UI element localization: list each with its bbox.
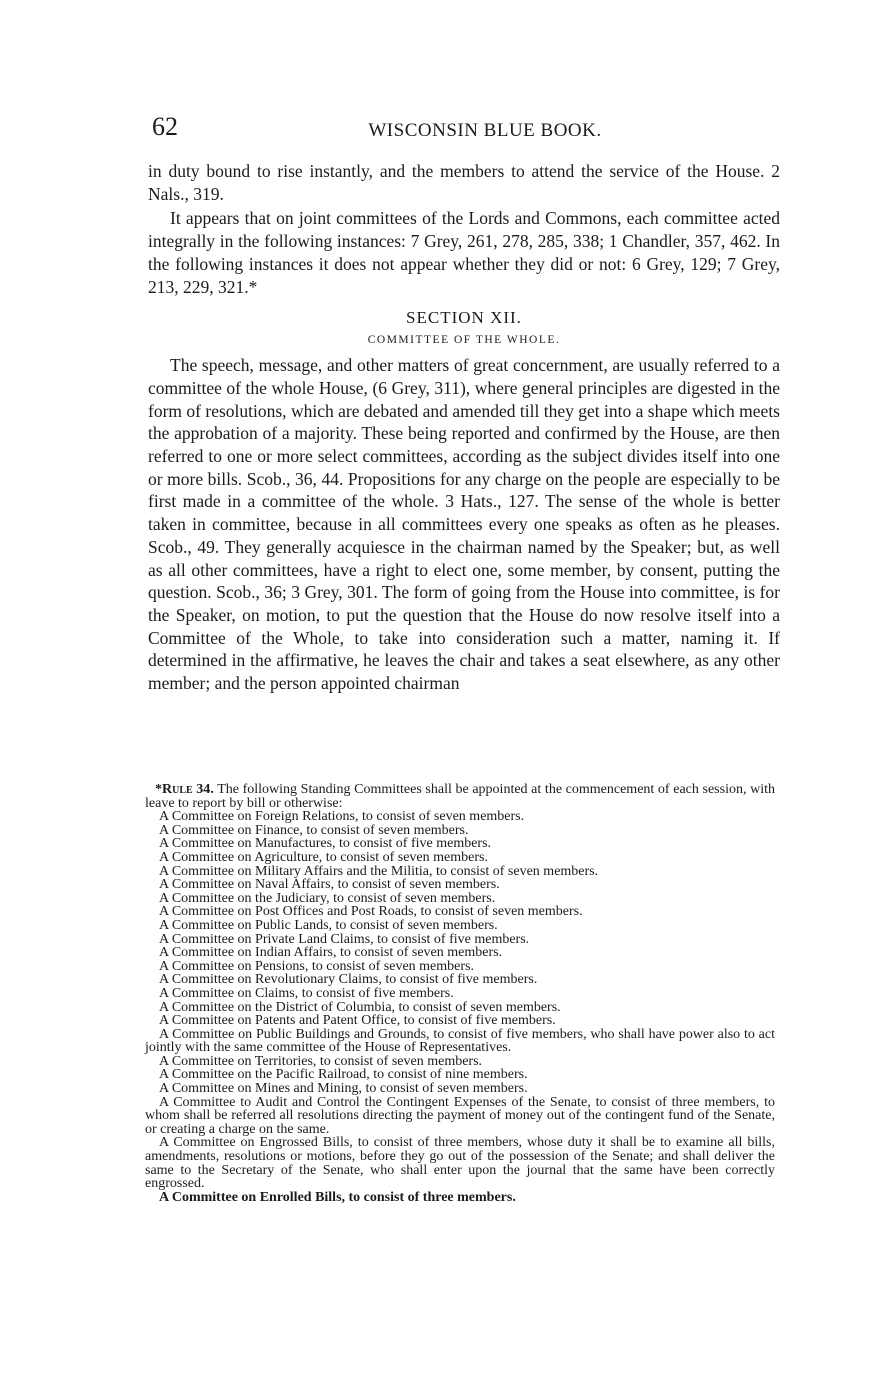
paragraph-continued: in duty bound to rise instantly, and the members to attend the service of the House. 2 Nals., 319. — [148, 161, 780, 204]
page-header — [148, 108, 780, 148]
footnote-list — [145, 810, 775, 1191]
footnote-item: A Committee on Revolutionary Claims, to consist of five members. — [159, 972, 538, 988]
footnote-last-item: A Committee on Enrolled Bills, to consist of three members. — [159, 1189, 516, 1205]
footnote-item: A Committee on Private Land Claims, to consist of five members. — [159, 931, 530, 947]
section-title: SECTION XII. — [406, 308, 522, 328]
footnote-item: A Committee on Mines and Mining, to consist of seven members. — [159, 1081, 528, 1097]
footnote-intro-text: The following Standing Committees shall be appointed at the commencement of each session, with leave to report by bill or otherwise: — [145, 782, 775, 811]
footnote-block — [145, 783, 775, 1204]
footnote-item: A Committee on the Judiciary, to consist of seven members. — [159, 890, 496, 906]
footnote-item: A Committee on Claims, to consist of five members. — [159, 985, 454, 1001]
footnote-item: A Committee on Naval Affairs, to consist of seven members. — [159, 877, 500, 893]
footnote-item: A Committee on Pensions, to consist of seven members. — [159, 958, 474, 974]
paragraph-committee-of-whole: The speech, message, and other matters of great concernment, are usually referred to a committee of the whole House, (6 Grey, 311), where general principles are digested in the form of resolutions, which are debated and amended till they get into a shape which meets the approbation of a majority. These being reported and confirmed by the House, are then referred to one or more select committees, according as the subject divides itself into one or more bills. Scob., 36, 44. Propositions for any charge on the people are especially to be first made in a committee of the whole. 3 Hats., 127. The sense of the whole is better taken in committee, because in all committees every one speaks as often as he pleases. Scob., 49. They generally acquiesce in the chairman named by the Speaker; but, as well as all other committees, have a right to elect one, some member, by consent, putting the question. Scob., 36; 3 Grey, 301. The form of going from the House into committee, is for the Speaker, on motion, to put the question that the House do now resolve itself into a Committee of the Whole, to take into consideration such a matter, naming it. If determined in the affirmative, he leaves the chair and takes a seat elsewhere, as any other member; and the person appointed chairman — [148, 355, 780, 694]
footnote-intro — [145, 783, 775, 810]
section-subtitle: COMMITTEE OF THE WHOLE. — [367, 334, 561, 347]
body-text — [148, 160, 780, 695]
footnote-item: A Committee on Indian Affairs, to consist of seven members. — [159, 945, 503, 961]
footnote-item: A Committee on Military Affairs and the Militia, to consist of seven members. — [159, 863, 599, 879]
page-number: 62 — [152, 112, 178, 141]
footnote-item: A Committee on Patents and Patent Office, to consist of five members. — [159, 1013, 556, 1029]
running-title: WISCONSIN BLUE BOOK. — [368, 120, 602, 141]
footnote-item: A Committee on Public Lands, to consist of seven members. — [159, 917, 498, 933]
footnote-item: A Committee on Engrossed Bills, to consist of three members, whose duty it shall be to examine all bills, amendments, resolutions or motions, before they go out of the possession of the Senate; and shall deliver the same to the Secretary of the Senate, who shall enter upon the journal that the same have been correctly engrossed. — [145, 1135, 775, 1192]
footnote-item: A Committee to Audit and Control the Contingent Expenses of the Senate, to consist of three members, to whom shall be referred all resolutions directing the payment of money out of the contingent fund of the Senate, or creating a charge on the same. — [145, 1094, 775, 1137]
footnote-item: A Committee on Post Offices and Post Roads, to consist of seven members. — [159, 904, 583, 920]
footnote-marker: *Rule 34. — [155, 782, 214, 797]
footnote-item: A Committee on Finance, to consist of seven members. — [159, 822, 469, 838]
footnote-item: A Committee on Territories, to consist of seven members. — [159, 1053, 483, 1069]
footnote-item: A Committee on the Pacific Railroad, to consist of nine members. — [159, 1067, 528, 1083]
footnote-item: A Committee on Manufactures, to consist of five members. — [159, 836, 492, 852]
footnote-item: A Committee on the District of Columbia, to consist of seven members. — [159, 999, 561, 1015]
footnote-item: A Committee on Foreign Relations, to consist of seven members. — [159, 809, 525, 825]
footnote-item: A Committee on Public Buildings and Grounds, to consist of five members, who shall have power also to act jointly with the same committee of the House of Representatives. — [145, 1026, 775, 1056]
footnote-item: A Committee on Agriculture, to consist of seven members. — [159, 849, 488, 865]
paragraph-joint-committees: It appears that on joint committees of the Lords and Commons, each committee acted integrally in the following instances: 7 Grey, 261, 278, 285, 338; 1 Chandler, 357, 462. In the following instances it does not appear whether they did or not: 6 Grey, 129; 7 Grey, 213, 229, 321.* — [148, 208, 780, 297]
